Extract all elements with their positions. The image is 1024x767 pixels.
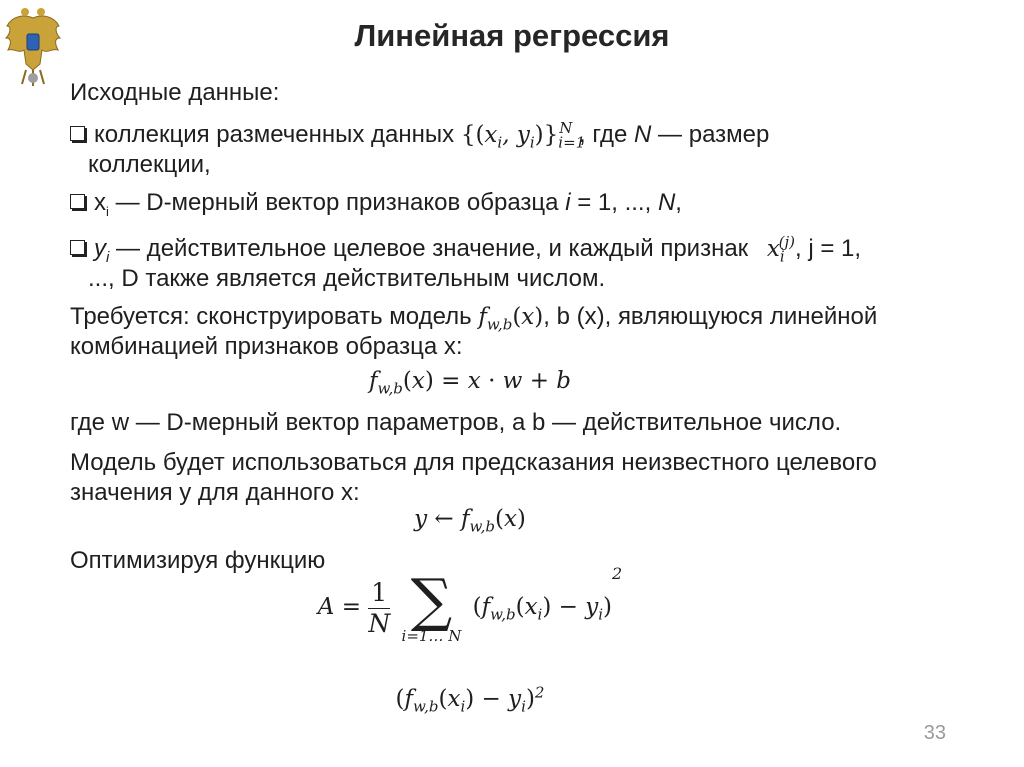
prediction-line1: Модель будет использоваться для предсказания неизвестного целевого: [70, 449, 877, 476]
bullet-yi-tail: , j = 1,: [795, 235, 862, 262]
page-title: Линейная регрессия: [354, 18, 670, 53]
fraction-one-over-n: $\frac{1}{N}$: [368, 577, 391, 638]
model-formula: $f_{w,b}(x)$: [478, 304, 544, 334]
bullet-yi: $y_i$ — действительное целевое значение, и каждый признак $x_i^{(j)}$, j = 1,: [70, 234, 861, 264]
page-number: 33: [923, 722, 946, 744]
bullet-yi-line2: ..., D также является действительным числом.: [88, 265, 606, 292]
requirement-line1: [70, 302, 877, 332]
squared-error-term: $(f_{w,b}(x_i) - y_i)^2$: [395, 683, 545, 716]
bullet-collection-after2: — размер: [658, 121, 770, 148]
prediction-line2: значения y для данного x:: [70, 479, 360, 506]
requirement-text-b: , b (x), являющуюся линейной: [543, 303, 878, 330]
checkbox-bullet-icon: [70, 194, 85, 209]
optimize-text: Оптимизируя функцию: [70, 547, 326, 574]
bullet-xi: $x_i$ — D-мерный вектор признаков образца i = 1, ..., N,: [70, 188, 682, 218]
requirement-text-a: Требуется: сконструировать модель: [70, 303, 472, 330]
bullet-collection-text: коллекция размеченных данных: [94, 121, 455, 148]
bullet-xi-text: — D-мерный вектор признаков образца: [115, 189, 559, 216]
intro-text: Исходные данные:: [70, 79, 280, 106]
feature-formula: $x_i^{(j)}$: [766, 233, 795, 266]
bullet-xi-end: ,: [675, 189, 682, 216]
where-text: где w — D-мерный вектор параметров, а b — действительное число.: [70, 409, 842, 436]
bullet-yi-text: — действительное целевое значение, и каждый признак: [116, 235, 749, 262]
bullet-collection-line2: коллекции,: [88, 151, 211, 178]
dataset-formula: {($x_i$, $y_i)\}_{i=1}^N$: [460, 119, 586, 152]
bullet-collection: коллекция размеченных данных {($x_i$, $y_i)\}_{i=1}^N$ , где N — размер: [70, 120, 769, 150]
bullet-xi-tail: = 1, ...,: [577, 189, 652, 216]
bullet-collection-after: , где: [578, 121, 628, 148]
checkbox-bullet-icon: [70, 240, 85, 255]
checkbox-bullet-icon: [70, 126, 85, 141]
prediction-equation: y ← $f_{w,b}(x)$: [414, 506, 526, 536]
linear-model-equation: $f_{w,b}(x) = x \cdot w + b$: [368, 368, 572, 398]
sigma-icon: ∑ i=1… N: [401, 566, 462, 645]
requirement-line2: комбинацией признаков образца x:: [70, 333, 463, 360]
loss-function-equation: A = $\frac{1}{N}$ ∑ i=1… N $(f_{w,b}(x_i) - y_i)^2$: [317, 564, 623, 645]
